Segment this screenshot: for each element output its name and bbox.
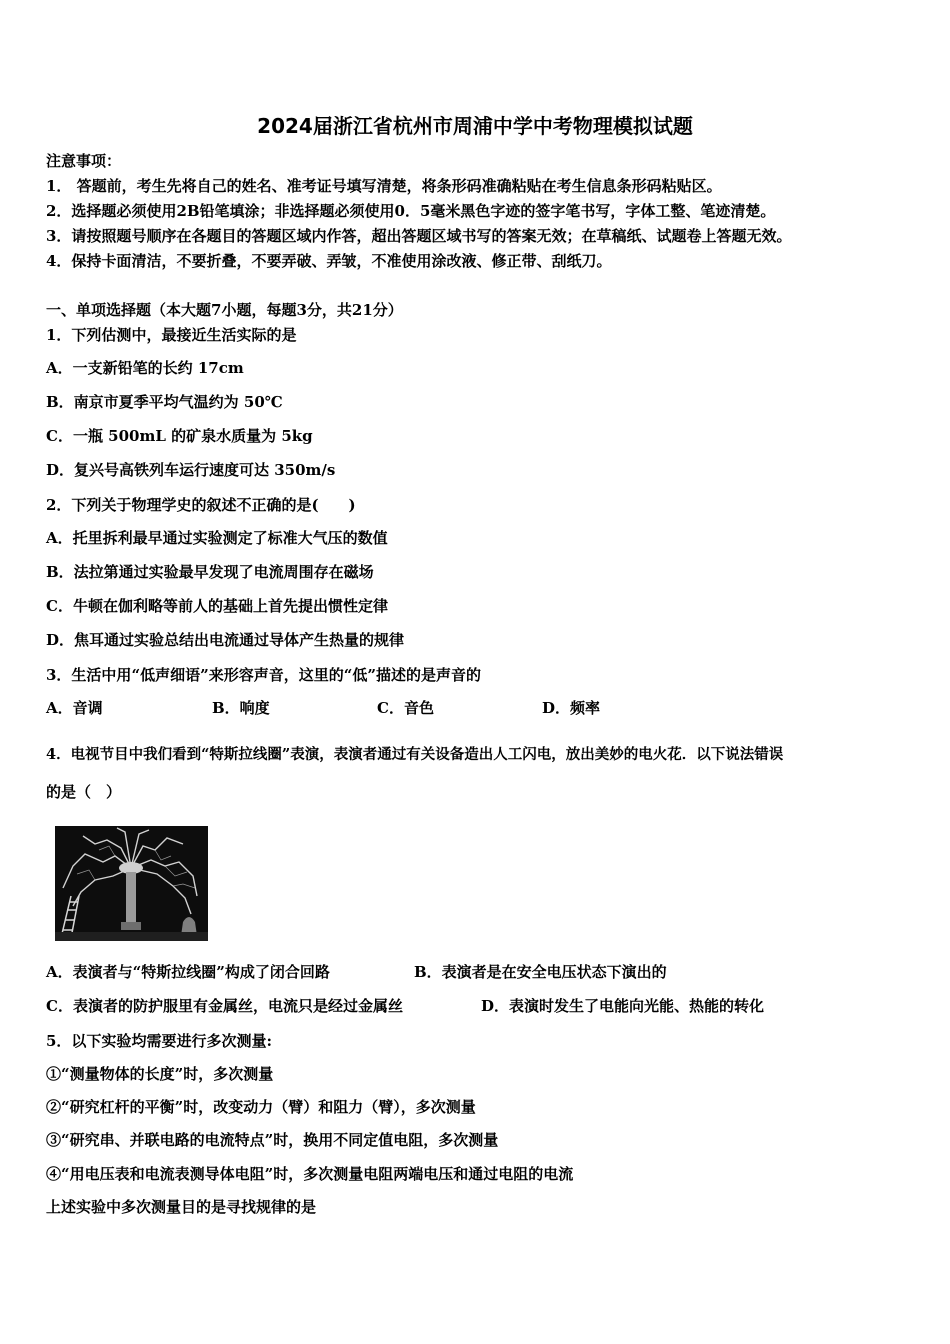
q3-option-a: A．音调 (46, 699, 103, 717)
q3-option-b: B．响度 (212, 699, 270, 717)
notice-item-1: 1． 答题前，考生先将自己的姓名、准考证号填写清楚，将条形码准确粘贴在考生信息条形码粘贴区。 (46, 177, 722, 195)
notice-item-2: 2．选择题必须使用2B铅笔填涂；非选择题必须使用0．5毫米黑色字迹的签字笔书写，字体工整、笔迹清楚。 (46, 202, 776, 220)
q2-option-b: B．法拉第通过实验最早发现了电流周围存在磁场 (46, 563, 374, 581)
q5-item-4: ④“用电压表和电流表测导体电阻”时，多次测量电阻两端电压和通过电阻的电流 (46, 1165, 574, 1183)
page-title: 2024届浙江省杭州市周浦中学中考物理模拟试题 (257, 114, 693, 138)
q3-option-d: D．频率 (542, 699, 601, 717)
q5-item-2: ②“研究杠杆的平衡”时，改变动力（臂）和阻力（臂），多次测量 (46, 1098, 476, 1116)
q4-option-d: D．表演时发生了电能向光能、热能的转化 (481, 997, 765, 1015)
q5-conclusion: 上述实验中多次测量目的是寻找规律的是 (46, 1198, 317, 1216)
q5-item-1: ①“测量物体的长度”时，多次测量 (46, 1065, 274, 1083)
q5-item-3: ③“研究串、并联电路的电流特点”时，换用不同定值电阻，多次测量 (46, 1131, 499, 1149)
q1-stem: 1．下列估测中，最接近生活实际的是 (46, 326, 297, 344)
q4-option-c: C．表演者的防护服里有金属丝，电流只是经过金属丝 (46, 997, 403, 1015)
q4-stem-line2: 的是（ ） (46, 783, 122, 801)
q1-option-c: C．一瓶 500mL 的矿泉水质量为 5kg (46, 427, 313, 445)
tesla-coil-photo (55, 826, 208, 941)
notice-item-3: 3．请按照题号顺序在各题目的答题区域内作答，超出答题区域书写的答案无效；在草稿纸、试题卷上答题无效。 (46, 227, 792, 245)
notice-item-4: 4．保持卡面清洁，不要折叠，不要弄破、弄皱，不准使用涂改液、修正带、刮纸刀。 (46, 252, 612, 270)
q1-option-b: B．南京市夏季平均气温约为 50℃ (46, 393, 283, 411)
q3-option-c: C．音色 (377, 699, 434, 717)
notice-heading: 注意事项： (46, 152, 122, 170)
q1-option-d: D．复兴号高铁列车运行速度可达 350m/s (46, 461, 336, 479)
section-heading: 一、单项选择题（本大题7小题，每题3分，共21分） (46, 301, 403, 319)
tesla-coil-illustration (55, 826, 208, 941)
q4-option-b: B．表演者是在安全电压状态下演出的 (414, 963, 667, 981)
q2-stem: 2．下列关于物理学史的叙述不正确的是( ) (46, 496, 356, 514)
q2-option-a: A．托里拆利最早通过实验测定了标准大气压的数值 (46, 529, 388, 547)
q4-stem-line1: 4．电视节目中我们看到“特斯拉线圈”表演，表演者通过有关设备造出人工闪电，放出美妙的电火花．以下说法错误 (46, 746, 784, 763)
q1-option-a: A．一支新铅笔的长约 17cm (46, 359, 244, 377)
q2-option-c: C．牛顿在伽利略等前人的基础上首先提出惯性定律 (46, 597, 388, 615)
q2-option-d: D．焦耳通过实验总结出电流通过导体产生热量的规律 (46, 631, 405, 649)
q3-stem: 3．生活中用“低声细语”来形容声音，这里的“低”描述的是声音的 (46, 666, 481, 684)
q5-stem: 5．以下实验均需要进行多次测量: (46, 1032, 272, 1050)
q4-option-a: A．表演者与“特斯拉线圈”构成了闭合回路 (46, 963, 330, 981)
